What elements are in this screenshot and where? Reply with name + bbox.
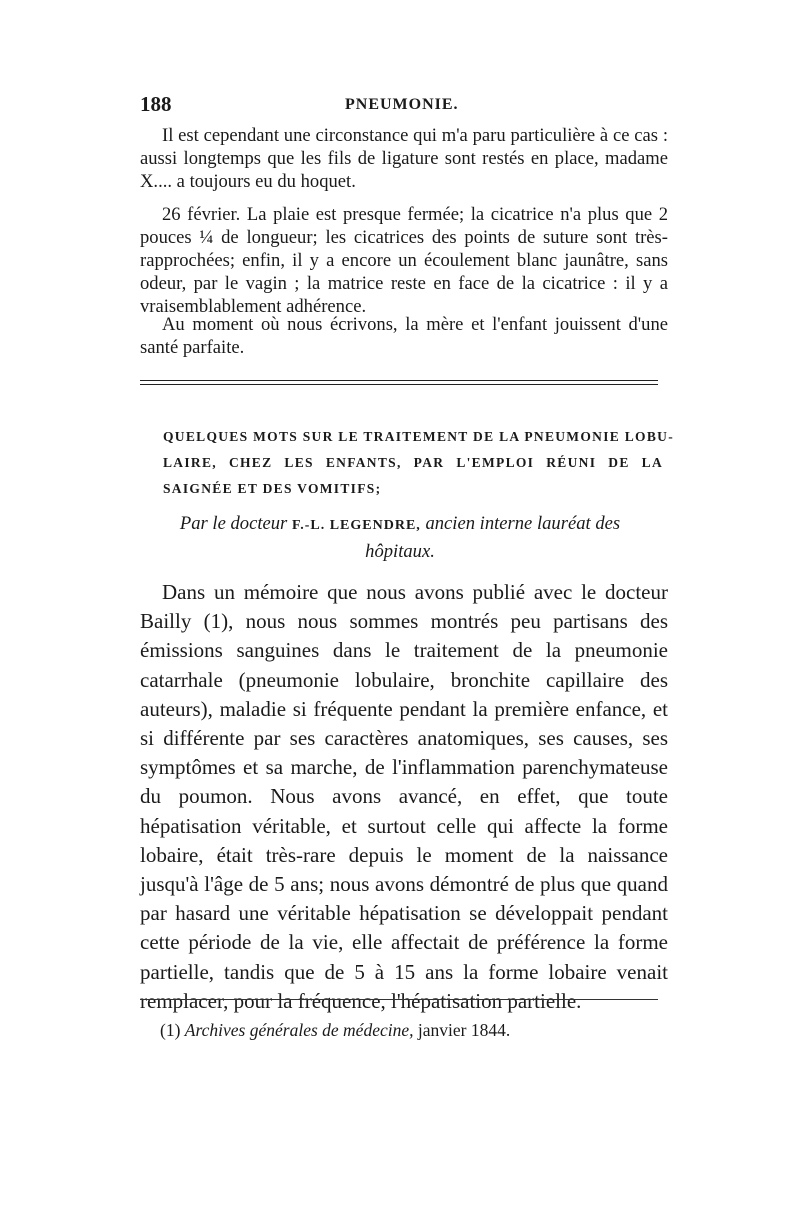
footnote-reference: (1) — [203, 609, 229, 634]
page-number: 188 — [140, 92, 172, 116]
author-name: F.-L. LEGENDRE, — [291, 518, 421, 533]
title-line: SAIGNÉE ET DES VOMITIFS; — [163, 481, 382, 496]
case-paragraph-1: Il est cependant une circonstance qui m'a paru particulière à ce cas : aussi longtemps que les fils de ligature sont restés en place, madame X.... a toujours eu du hoquet. — [140, 125, 668, 192]
case-paragraph-3: Au moment où nous écrivons, la mère et l'enfant jouissent d'une santé parfaite. — [140, 314, 668, 358]
section-divider — [140, 380, 658, 385]
case-paragraph-2: 26 février. La plaie est presque fermée; la cicatrice n'a plus que 2 pouces ¼ de longueur; les cicatrices des points de suture sont très-rapprochées; enfin, il y a encore un écoulement blanc jaunâtre, sans odeur, par le vagin ; la matrice reste en face de la cicatrice : il y a vraisemblablement adhérence. — [140, 204, 668, 317]
title-line: QUELQUES MOTS SUR LE TRAITEMENT DE LA PNEUMONIE LOBU- — [163, 429, 674, 444]
footnote-source: Archives générales de médecine, — [184, 1020, 414, 1040]
fraction: ¼ — [199, 227, 214, 248]
page-header — [140, 92, 665, 122]
title-line: LAIRE, CHEZ LES ENFANTS, PAR L'EMPLOI RÉUNI DE LA — [163, 455, 663, 470]
footnote: (1) Archives générales de médecine, janvier 1844. — [160, 1020, 511, 1040]
article-body: Dans un mémoire que nous avons publié avec le docteur Bailly (1), nous nous sommes montrés peu partisans des émissions sanguines dans le traitement de la pneumonie catarrhale (pneumonie lobulaire, bronchite capillaire des auteurs), maladie si fréquente pendant la première enfance, et si différente par ses caractères anatomiques, ses causes, ses symptômes et sa marche, de l'inflammation parenchymateuse du poumon. Nous avons avancé, en effet, que toute hépatisation véritable, et surtout celle qui affecte la forme lobaire, était très-rare depuis le moment de la naissance jusqu'à l'âge de 5 ans; nous avons démontré de plus que quand par hasard une véritable hépatisation se développait pendant cette période de la vie, elle affectait de préférence la forme partielle, tandis que de 5 à 15 ans la forme lobaire venait remplacer, pour la fréquence, l'hépatisation partielle. — [140, 580, 669, 1013]
article-title — [163, 424, 674, 502]
footnote-divider — [140, 999, 658, 1000]
author-byline: Par le docteur F.-L. LEGENDRE, ancien interne lauréat des hôpitaux. — [179, 513, 621, 562]
running-title: PNEUMONIE. — [345, 96, 459, 113]
